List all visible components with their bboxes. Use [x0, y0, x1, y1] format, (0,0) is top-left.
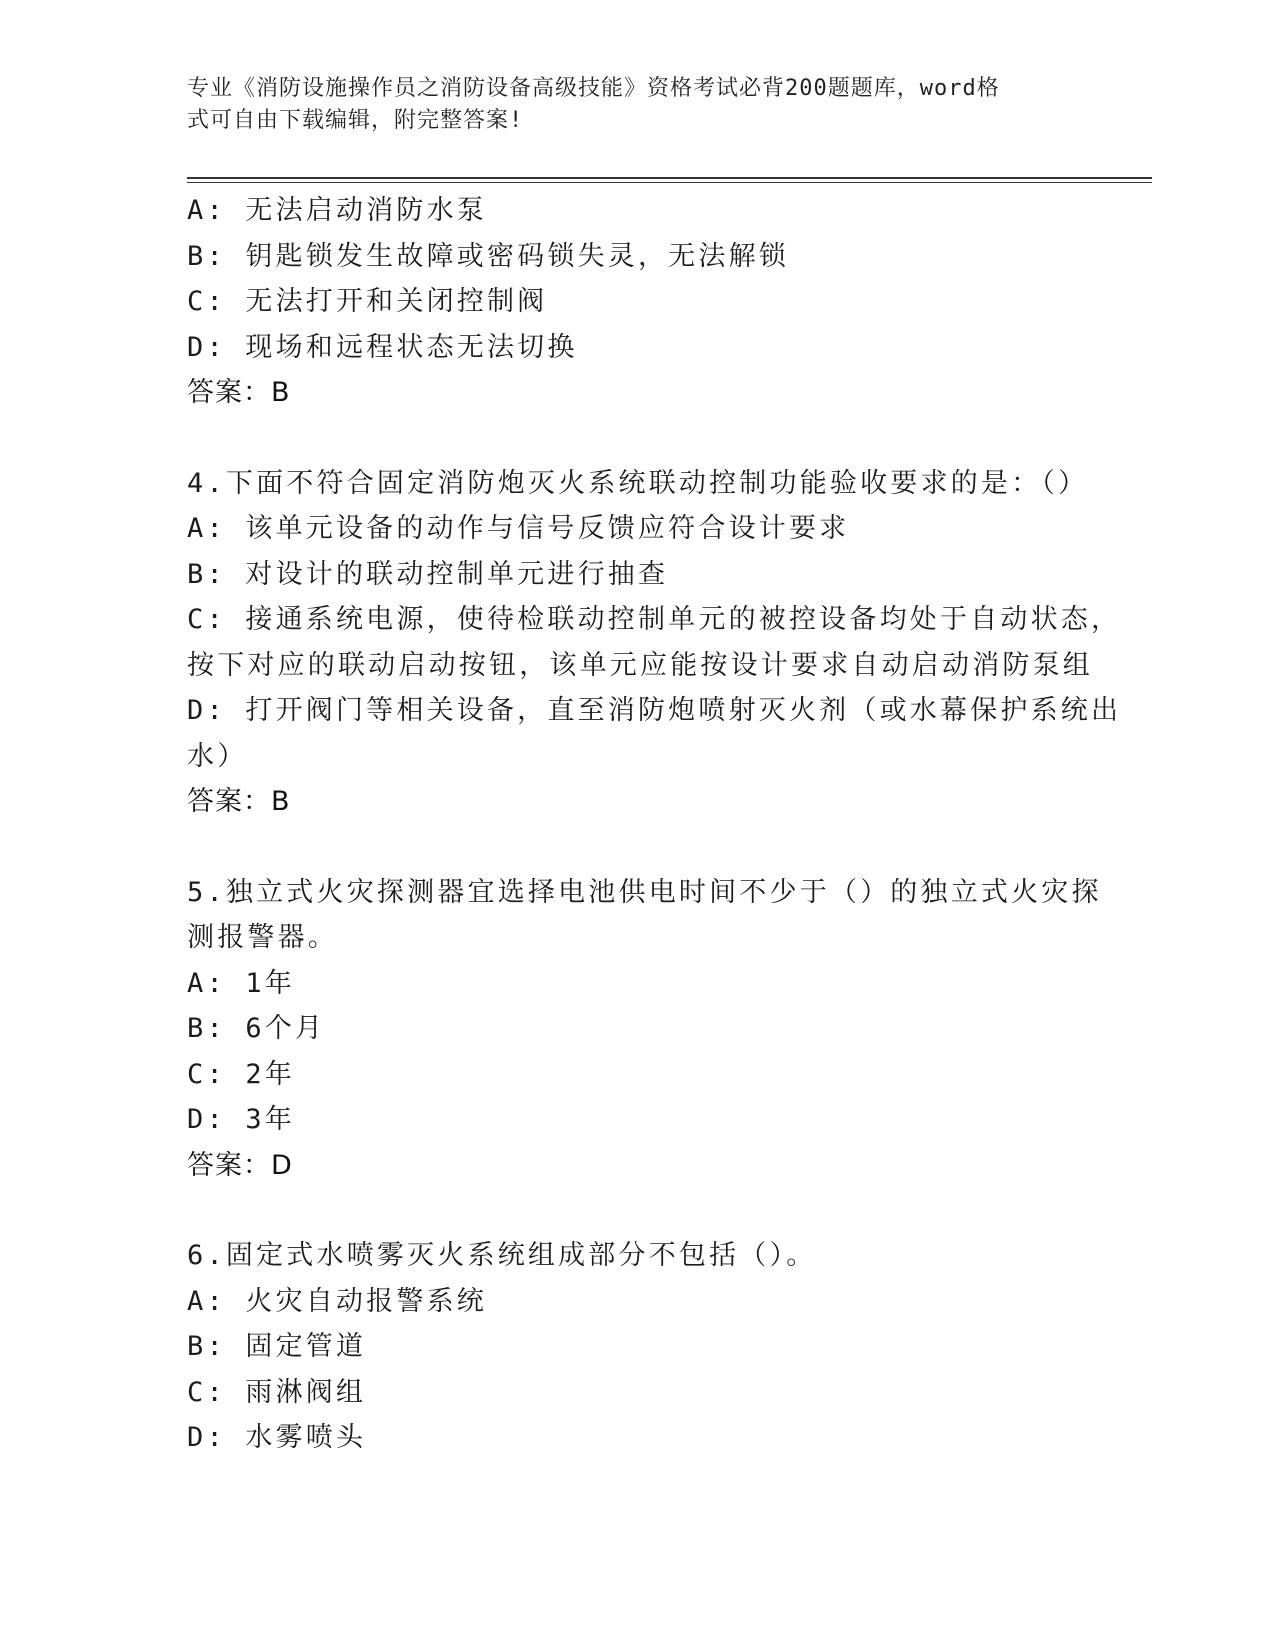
question-stem-line-1: 5.独立式火灾探测器宜选择电池供电时间不少于（）的独立式火灾探 [187, 876, 1102, 908]
option-a: A: 1年 [187, 967, 296, 999]
answer-line: 答案：B [187, 377, 291, 408]
option-c-line-2: 按下对应的联动启动按钮，该单元应能按设计要求自动启动消防泵组 [187, 649, 1093, 681]
option-d: D: 水雾喷头 [187, 1422, 367, 1453]
option-b: B: 钥匙锁发生故障或密码锁失灵，无法解锁 [187, 240, 789, 272]
option-d: D: 3年 [187, 1104, 296, 1135]
option-c: C: 2年 [187, 1058, 296, 1090]
question-5 [187, 870, 1102, 1189]
option-a: A: 无法启动消防水泵 [187, 195, 487, 226]
option-c-line-1: C: 接通系统电源，使待检联动控制单元的被控设备均处于自动状态， [187, 604, 1122, 635]
option-d-line-1: D: 打开阀门等相关设备，直至消防炮喷射灭火剂（或水幕保护系统出 [187, 695, 1122, 726]
header-line-2: 式可自由下载编辑，附完整答案! [187, 108, 524, 133]
question-list [187, 188, 1122, 1506]
question-3 [187, 188, 1087, 416]
header-divider-thin [187, 182, 1152, 183]
option-d: D: 现场和远程状态无法切换 [187, 331, 578, 363]
header-line-1: 专业《消防设施操作员之消防设备高级技能》资格考试必背200题题库，word格 [187, 76, 1000, 101]
document-header [187, 73, 1067, 137]
option-a: A: 该单元设备的动作与信号反馈应符合设计要求 [187, 513, 850, 544]
question-4 [187, 461, 1122, 825]
option-c: C: 雨淋阀组 [187, 1376, 367, 1408]
question-6 [187, 1233, 1087, 1461]
option-c: C: 无法打开和关闭控制阀 [187, 286, 548, 317]
question-stem: 6.固定式水喷雾灭火系统组成部分不包括（）。 [187, 1240, 817, 1271]
option-a: A: 火灾自动报警系统 [187, 1285, 487, 1317]
option-b: B: 6个月 [187, 1013, 326, 1044]
question-stem: 4.下面不符合固定消防炮灭火系统联动控制功能验收要求的是：（） [187, 467, 1089, 499]
answer-line: 答案：B [187, 786, 291, 817]
option-d-line-2: 水） [187, 740, 248, 772]
answer-line: 答案：D [187, 1149, 293, 1181]
option-b: B: 固定管道 [187, 1331, 367, 1362]
header-divider-thick [187, 177, 1152, 179]
option-b: B: 对设计的联动控制单元进行抽查 [187, 558, 669, 590]
question-stem-line-2: 测报警器。 [187, 922, 338, 953]
